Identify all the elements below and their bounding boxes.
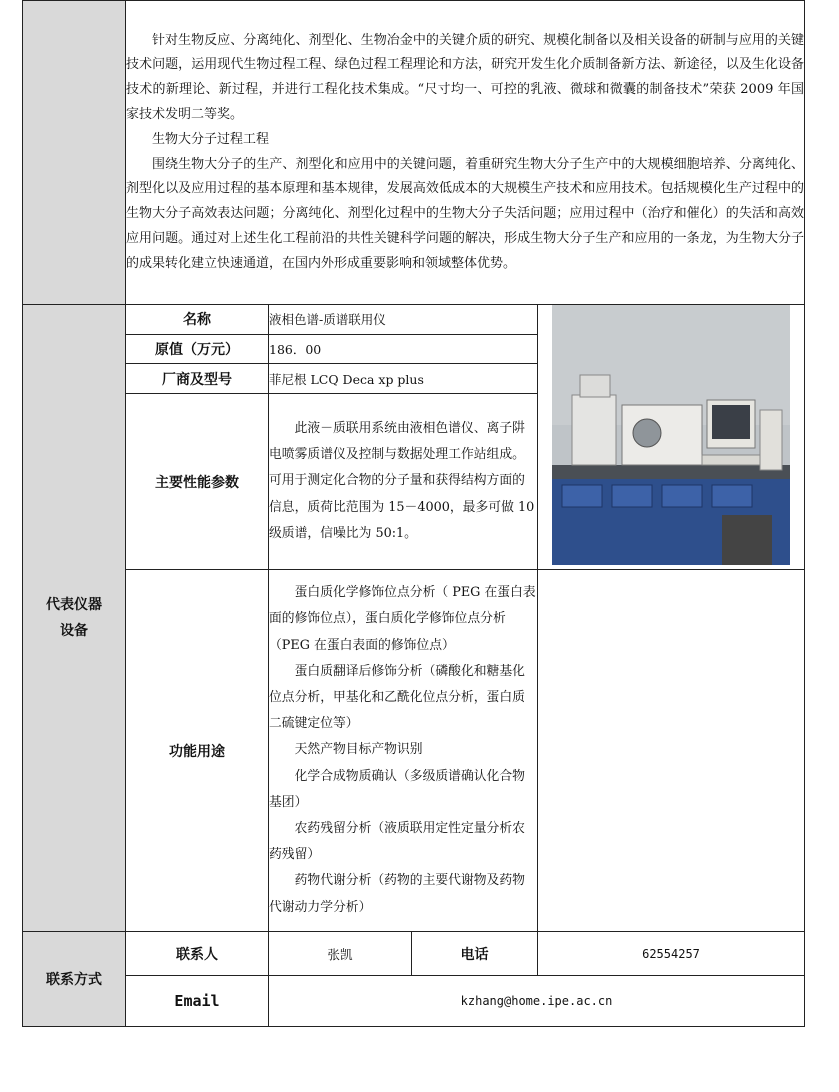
info-table: [22, 0, 805, 1027]
params-value: 此液－质联用系统由液相色谱仪、离子阱电喷雾质谱仪及控制与数据处理工作站组成。可用于测定化合物的分子量和获得结构方面的信息，质荷比范围为 15－4000，最多可做 10 级质谱，信噪比为 50:1。: [269, 421, 535, 541]
email-label: Email: [126, 976, 269, 1027]
usage-value-cell: [269, 570, 538, 932]
params-value-cell: [269, 394, 538, 570]
maker-label: 厂商及型号: [126, 364, 269, 394]
phone-label: 电话: [412, 932, 538, 976]
name-label: 名称: [126, 305, 269, 335]
intro-row: [23, 1, 805, 305]
email-value[interactable]: kzhang@home.ipe.ac.cn: [269, 976, 805, 1027]
instrument-section-label: 代表仪器 设备: [23, 305, 126, 932]
maker-value: 菲尼根 LCQ Deca xp plus: [269, 364, 538, 394]
usage-label: 功能用途: [126, 570, 269, 932]
price-label: 原值（万元）: [126, 334, 269, 364]
instrument-photo: [552, 305, 790, 565]
usage-item: 农药残留分析（液质联用定性定量分析农药残留）: [269, 821, 525, 863]
usage-item: 蛋白质翻译后修饰分析（磷酸化和糖基化位点分析，甲基化和乙酰化位点分析，蛋白质二硫键定位等）: [269, 663, 525, 732]
usage-row: [23, 570, 805, 932]
person-label: 联系人: [126, 932, 269, 976]
usage-empty-cell: [538, 570, 805, 932]
contact-section-label: 联系方式: [23, 932, 126, 1027]
contact-email-row: [23, 976, 805, 1027]
contact-person-row: [23, 932, 805, 976]
name-value: 液相色谱-质谱联用仪: [269, 305, 538, 335]
phone-value: 62554257: [538, 932, 805, 976]
instrument-name-row: [23, 305, 805, 335]
usage-item: 药物代谢分析（药物的主要代谢物及药物代谢动力学分析）: [269, 873, 525, 915]
person-value: 张凯: [269, 932, 412, 976]
intro-text-cell: [126, 1, 805, 305]
params-label: 主要性能参数: [126, 394, 269, 570]
price-value: 186．00: [269, 334, 538, 364]
intro-label-cell: [23, 1, 126, 305]
intro-paragraph: 针对生物反应、分离纯化、剂型化、生物冶金中的关键介质的研究、规模化制备以及相关设备的研制与应用的关键技术问题，运用现代生物过程工程、绿色过程工程理论和方法，研究开发生化介质制备新方法、新途径，以及生化设备技术的新理论、新过程，并进行工程化技术集成。“尺寸均一、可控的乳液、微球和微囊的制备技术”荣获 2009 年国家技术发明二等奖。: [126, 32, 805, 122]
intro-paragraph: 围绕生物大分子的生产、剂型化和应用中的关键问题，着重研究生物大分子生产中的大规模细胞培养、分离纯化、剂型化以及应用过程的基本原理和基本规律，发展高效低成本的大规模生产技术和应用技术。包括规模化生产过程中的生物大分子高效表达问题；分离纯化、剂型化过程中的生物大分子失活问题；应用过程中（治疗和催化）的失活和高效应用问题。通过对上述生化工程前沿的共性关键科学问题的解决，形成生物大分子生产和应用的一条龙，为生物大分子的成果转化建立快速通道，在国内外形成重要影响和领域整体优势。: [126, 156, 805, 271]
usage-item: 蛋白质化学修饰位点分析（ PEG 在蛋白表面的修饰位点），蛋白质化学修饰位点分析（PEG 在蛋白表面的修饰位点）: [269, 585, 536, 653]
usage-item: 天然产物目标产物识别: [294, 742, 423, 758]
intro-subheading: 生物大分子过程工程: [152, 131, 270, 147]
instrument-photo-cell: [538, 305, 805, 570]
usage-item: 化学合成物质确认（多级质谱确认化合物基团）: [269, 768, 525, 810]
